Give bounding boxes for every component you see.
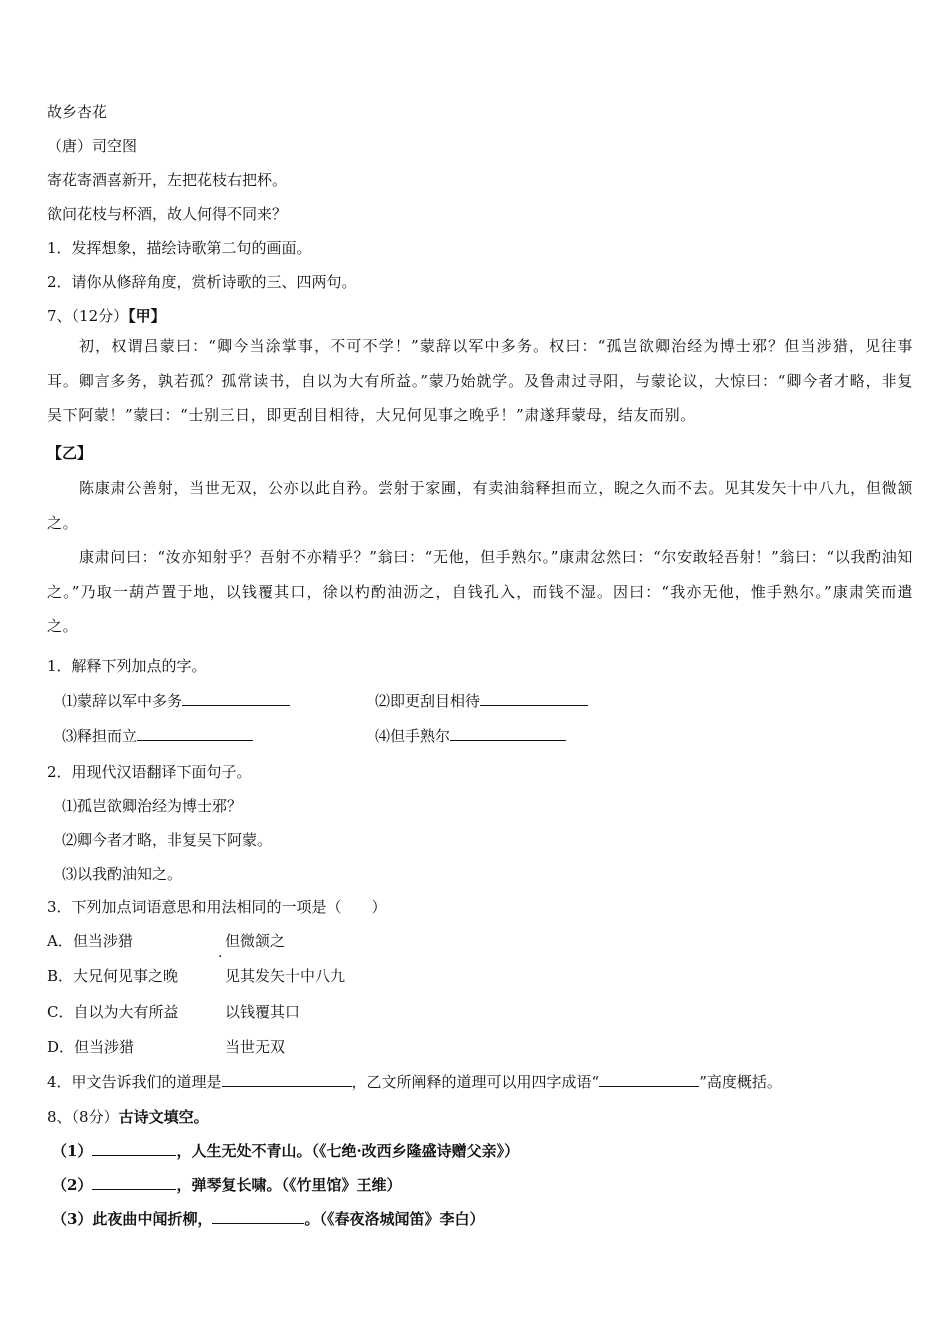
explain-item-4-text: ⑷但手熟尔 bbox=[375, 727, 451, 745]
translate-item-1: ⑴孤岂欲卿治经为博士邪？ bbox=[62, 797, 243, 815]
explain-item-2 bbox=[375, 691, 588, 711]
sub-question-2: 2．用现代汉语翻译下面句子。 bbox=[47, 763, 252, 781]
fill-item-3-post: 。（《春夜洛城闻笛》李白） bbox=[304, 1210, 485, 1228]
translate-item-2: ⑵卿今者才略，非复吴下阿蒙。 bbox=[62, 831, 273, 849]
explain-item-3 bbox=[62, 726, 253, 746]
answer-blank[interactable] bbox=[137, 726, 253, 741]
option-a-label: A．但当涉猎 bbox=[47, 932, 133, 950]
explain-item-1 bbox=[62, 691, 290, 711]
translate-item-3: ⑶以我酌油知之。 bbox=[62, 865, 183, 883]
sub-question-4-part-c: ”高度概括。 bbox=[699, 1073, 782, 1091]
answer-blank[interactable] bbox=[92, 1175, 176, 1190]
sub-question-1: 1．解释下列加点的字。 bbox=[47, 657, 207, 675]
option-a-pair: 但微颔之 bbox=[225, 932, 286, 950]
question-7-number: 7、（12分） bbox=[47, 307, 129, 325]
sub-question-4-part-a: 4．甲文告诉我们的道理是 bbox=[47, 1073, 222, 1091]
explain-item-1-text: ⑴蒙辞以军中多务 bbox=[62, 692, 183, 710]
poem-author: （唐）司空图 bbox=[47, 137, 138, 155]
fill-item-3-pre: （3）此夜曲中闻折柳， bbox=[52, 1210, 213, 1228]
option-d-label: D．但当涉猎 bbox=[47, 1038, 135, 1056]
answer-blank[interactable] bbox=[222, 1072, 352, 1087]
sub-question-4 bbox=[47, 1072, 782, 1092]
explain-item-2-text: ⑵即更刮目相待 bbox=[375, 692, 481, 710]
fill-item-1 bbox=[52, 1141, 519, 1161]
option-d-pair: 当世无双 bbox=[225, 1038, 286, 1056]
passage-yi-mark: 【乙】 bbox=[47, 444, 93, 462]
poem-title: 故乡杏花 bbox=[47, 103, 108, 121]
poem-question-1: 1．发挥想象，描绘诗歌第二句的画面。 bbox=[47, 239, 312, 257]
fill-item-2-pre: （2） bbox=[52, 1176, 93, 1194]
answer-blank[interactable] bbox=[599, 1072, 699, 1087]
answer-blank[interactable] bbox=[480, 691, 588, 706]
poem-line-2: 欲问花枝与杯酒，故人何得不同来？ bbox=[47, 205, 288, 223]
explain-item-4 bbox=[375, 726, 566, 746]
fill-item-2-post: ，弹琴复长啸。（《竹里馆》王维） bbox=[176, 1176, 402, 1194]
question-8-title: 古诗文填空。 bbox=[118, 1108, 209, 1126]
fill-item-3 bbox=[52, 1209, 484, 1229]
emphasis-dot: . bbox=[218, 945, 223, 961]
passage-jia-mark: 【甲】 bbox=[128, 307, 166, 325]
sub-question-3: 3．下列加点词语意思和用法相同的一项是（ ） bbox=[47, 898, 387, 916]
sub-question-4-part-b: ，乙文所阐释的道理可以用四字成语“ bbox=[351, 1073, 600, 1091]
option-c-pair: 以钱覆其口 bbox=[225, 1003, 301, 1021]
question-7-heading bbox=[47, 306, 166, 326]
option-b-pair: 见其发矢十中八九 bbox=[225, 967, 346, 985]
answer-blank[interactable] bbox=[92, 1141, 176, 1156]
answer-blank[interactable] bbox=[182, 691, 290, 706]
passage-yi-text-2: 康肃问曰：“汝亦知射乎？吾射不亦精乎？”翁曰：“无他，但手熟尔。”康肃忿然曰：“尔安敢轻吾射！”翁曰：“以我酌油知之。”乃取一葫芦置于地，以钱覆其口，徐以杓酌油沥之，自钱孔入，而钱不湿。因曰：“我亦无他，惟手熟尔。”康肃笑而遣之。 bbox=[47, 548, 913, 635]
answer-blank[interactable] bbox=[450, 726, 566, 741]
poem-question-2: 2．请你从修辞角度，赏析诗歌的三、四两句。 bbox=[47, 273, 357, 291]
fill-item-2 bbox=[52, 1175, 401, 1195]
fill-item-1-pre: （1） bbox=[52, 1142, 93, 1160]
explain-item-3-text: ⑶释担而立 bbox=[62, 727, 138, 745]
fill-item-1-post: ，人生无处不青山。（《七绝·改西乡隆盛诗赠父亲》） bbox=[176, 1142, 520, 1160]
question-8-number: 8、（8分） bbox=[47, 1108, 119, 1126]
passage-jia-text: 初，权谓吕蒙曰：“卿今当涂掌事，不可不学！”蒙辞以军中多务。权曰：“孤岂欲卿治经为博士邪？但当涉猎，见往事耳。卿言多务，孰若孤？孤常读书，自以为大有所益。”蒙乃始就学。及鲁肃过寻阳，与蒙论议，大惊曰：“卿今者才略，非复吴下阿蒙！”蒙曰：“士别三日，即更刮目相待，大兄何见事之晚乎！”肃遂拜蒙母，结友而别。 bbox=[47, 337, 913, 424]
option-c-label: C．自以为大有所益 bbox=[47, 1003, 179, 1021]
passage-yi-text-1: 陈康肃公善射，当世无双，公亦以此自矜。尝射于家圃，有卖油翁释担而立，睨之久而不去。见其发矢十中八九，但微颔之。 bbox=[47, 479, 913, 532]
answer-blank[interactable] bbox=[212, 1209, 304, 1224]
option-b-label: B．大兄何见事之晚 bbox=[47, 967, 179, 985]
poem-line-1: 寄花寄酒喜新开，左把花枝右把杯。 bbox=[47, 171, 288, 189]
question-8-heading bbox=[47, 1107, 209, 1127]
